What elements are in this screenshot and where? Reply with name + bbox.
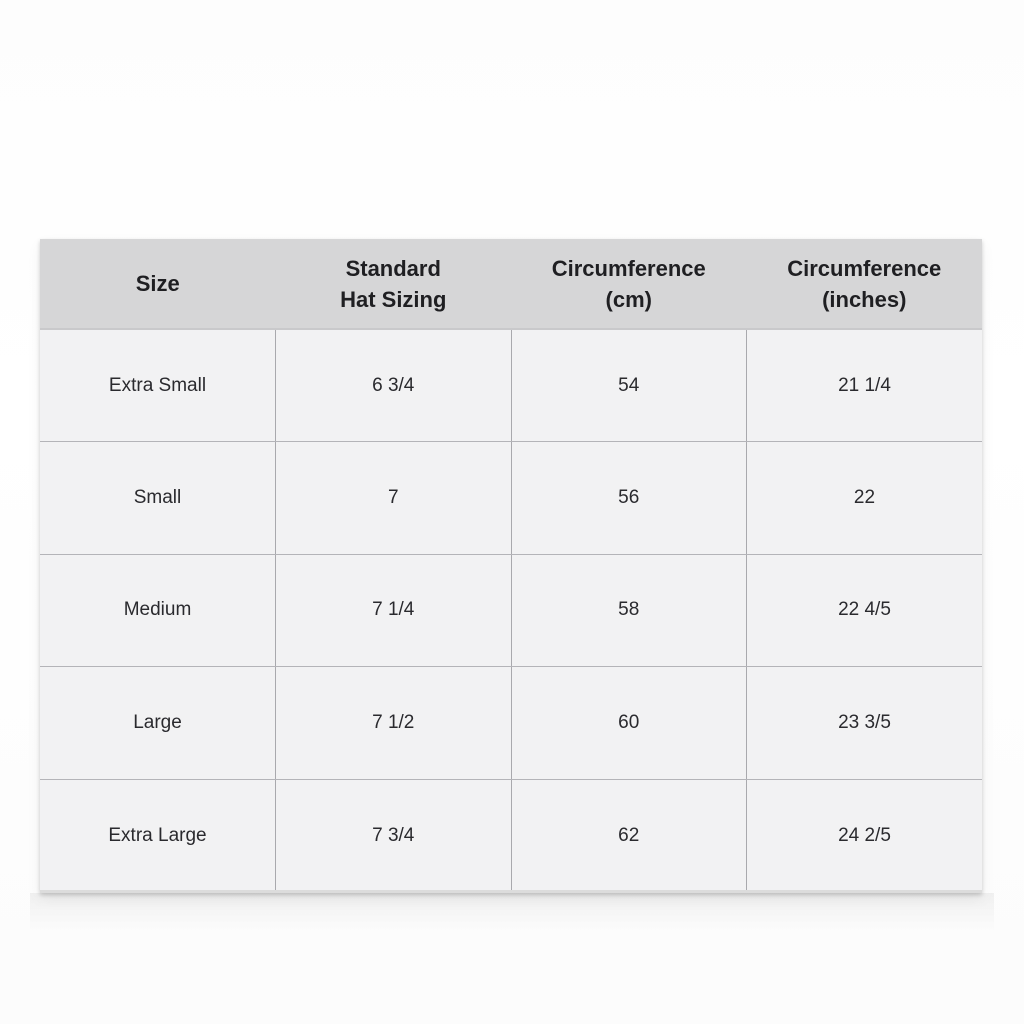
cell-cm: 54 <box>511 329 747 442</box>
cell-inches: 22 4/5 <box>747 554 983 667</box>
cell-size: Small <box>40 442 276 555</box>
hat-size-table <box>40 239 982 892</box>
cell-standard: 7 <box>276 442 512 555</box>
header-standard-line1: Standard <box>345 255 441 281</box>
table-row <box>40 554 982 667</box>
cell-cm: 60 <box>511 667 747 780</box>
cell-standard: 7 1/2 <box>276 667 512 780</box>
header-circumference-cm <box>511 239 747 329</box>
header-inches-line1: Circumference <box>787 255 942 281</box>
cell-size: Extra Large <box>40 779 276 892</box>
header-row <box>40 239 982 329</box>
table-body <box>40 329 982 892</box>
table-row <box>40 667 982 780</box>
hat-size-table-card <box>40 239 982 893</box>
header-size-label: Size <box>135 271 180 296</box>
cell-cm: 58 <box>511 554 747 667</box>
header-inches-line2: (inches) <box>822 286 907 312</box>
header-circumference-inches <box>747 239 983 329</box>
cell-cm: 56 <box>511 442 747 555</box>
table-shadow <box>30 893 994 933</box>
table-header <box>40 239 982 329</box>
header-standard-hat-sizing <box>276 239 512 329</box>
header-standard-line2: Hat Sizing <box>340 286 447 312</box>
header-cm-line1: Circumference <box>551 255 706 281</box>
cell-size: Large <box>40 667 276 780</box>
cell-inches: 24 2/5 <box>747 779 983 892</box>
cell-cm: 62 <box>511 779 747 892</box>
cell-inches: 23 3/5 <box>747 667 983 780</box>
cell-standard: 7 1/4 <box>276 554 512 667</box>
cell-standard: 6 3/4 <box>276 329 512 442</box>
cell-inches: 22 <box>747 442 983 555</box>
table-row <box>40 442 982 555</box>
table-row <box>40 329 982 442</box>
table-row <box>40 779 982 892</box>
cell-size: Medium <box>40 554 276 667</box>
header-size <box>40 239 276 329</box>
header-cm-line2: (cm) <box>605 286 652 312</box>
cell-size: Extra Small <box>40 329 276 442</box>
cell-inches: 21 1/4 <box>747 329 983 442</box>
cell-standard: 7 3/4 <box>276 779 512 892</box>
